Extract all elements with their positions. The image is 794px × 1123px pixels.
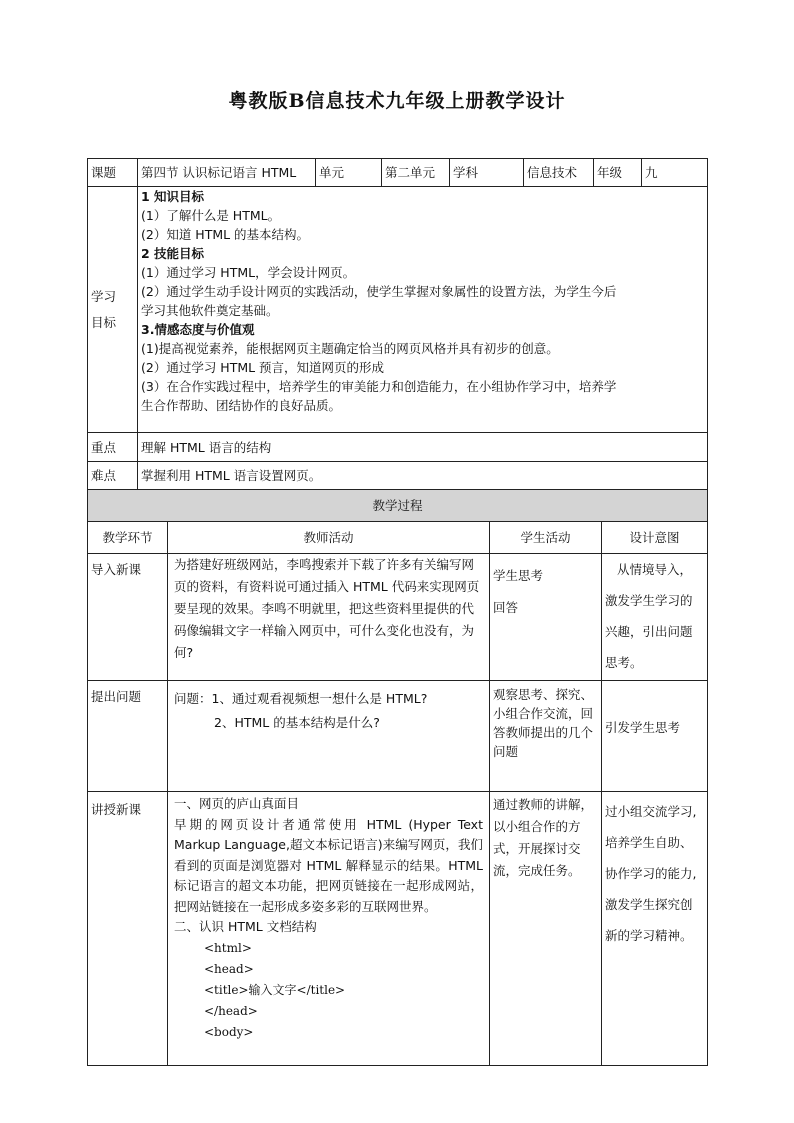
lesson-info-table	[87, 158, 708, 490]
question-line: 2、HTML 的基本结构是什么?	[214, 715, 380, 730]
lecture-stage: 讲授新课	[88, 792, 168, 1066]
code-line: <body>	[204, 1024, 254, 1039]
header-intent: 设计意图	[602, 522, 708, 554]
goal-line: (2）通过学生动手设计网页的实践活动，使学生掌握对象属性的设置方法，为学生今后	[141, 284, 617, 299]
lecture-student: 通过教师的讲解，以小组合作的方式，开展探讨交流，完成任务。	[490, 792, 602, 1066]
subject-value: 信息技术	[524, 159, 594, 187]
goal-line: 生合作帮助、团结协作的良好品质。	[141, 398, 342, 413]
goal-line: (2）通过学习 HTML 预言，知道网页的形成	[141, 360, 385, 375]
intro-intent: 从情境导入，激发学生学习的兴趣，引出问题思考。	[602, 554, 708, 681]
subject-label: 学科	[450, 159, 524, 187]
goal-line: 学习其他软件奠定基础。	[141, 303, 279, 318]
code-line: <html>	[204, 940, 252, 955]
key-label: 重点	[88, 433, 138, 462]
header-teacher: 教师活动	[168, 522, 490, 554]
difficulty-value: 掌握利用 HTML 语言设置网页。	[138, 462, 708, 490]
difficulty-label: 难点	[88, 462, 138, 490]
header-student: 学生活动	[490, 522, 602, 554]
grade-value: 九	[642, 159, 708, 187]
intro-student	[490, 554, 602, 681]
unit-label: 单元	[316, 159, 382, 187]
goal-heading: 2 技能目标	[141, 246, 205, 261]
intro-student-line: 回答	[493, 600, 519, 615]
grade-label: 年级	[594, 159, 642, 187]
lecture-heading: 一、网页的庐山真面目	[174, 796, 300, 811]
teaching-process-table	[87, 489, 708, 1066]
key-value: 理解 HTML 语言的结构	[138, 433, 708, 462]
goal-line: (3）在合作实践过程中，培养学生的审美能力和创造能力，在小组协作学习中，培养学	[141, 379, 617, 394]
topic-label: 课题	[88, 159, 138, 187]
table-row	[88, 554, 708, 681]
question-teacher	[168, 681, 490, 792]
lecture-teacher	[168, 792, 490, 1066]
topic-value: 第四节 认识标记语言 HTML	[138, 159, 316, 187]
page-title: 粤教版B信息技术九年级上册教学设计	[228, 90, 566, 112]
code-line: </head>	[204, 1003, 258, 1018]
goals-content	[138, 187, 708, 433]
table-row	[88, 681, 708, 792]
table-row	[88, 792, 708, 1066]
goal-line: (1）通过学习 HTML，学会设计网页。	[141, 265, 356, 280]
question-student: 观察思考、探究、小组合作交流，回答教师提出的几个问题	[490, 681, 602, 792]
goal-line: (1)提高视觉素养，能根据网页主题确定恰当的网页风格并具有初步的创意。	[141, 341, 559, 356]
goals-label	[88, 187, 138, 433]
goals-label-line: 目标	[91, 314, 117, 330]
goals-label-line: 学习	[91, 288, 117, 304]
code-line: <head>	[204, 961, 254, 976]
code-line: <title>输入文字</title>	[204, 982, 346, 997]
goal-heading: 3.情感态度与价值观	[141, 322, 255, 337]
intro-student-line: 学生思考	[493, 568, 544, 583]
question-line: 问题：1、通过观看视频想一想什么是 HTML?	[174, 691, 428, 706]
intro-stage: 导入新课	[88, 554, 168, 681]
question-intent: 引发学生思考	[602, 681, 708, 792]
goal-heading: 1 知识目标	[141, 189, 205, 204]
lecture-paragraph: 早期的网页设计者通常使用 HTML (Hyper Text Markup Language,超文本标记语言)来编写网页，我们看到的页面是浏览器对 HTML 解释显示的结果。HTML 标记语言的超文本功能，把网页链接在一起形成网站，把网站链接在一起形成多姿多彩的互联网世界。	[174, 816, 483, 914]
unit-value: 第二单元	[382, 159, 450, 187]
header-stage: 教学环节	[88, 522, 168, 554]
intro-teacher: 为搭建好班级网站，李鸣搜索并下载了许多有关编写网页的资料，有资料说可通过插入 HTML 代码来实现网页要呈现的效果。李鸣不明就里，把这些资料里提供的代码像编辑文字一样输入网页中，可什么变化也没有，为何?	[168, 554, 490, 681]
lecture-intent: 过小组交流学习,培养学生自助、协作学习的能力,激发学生探究创新的学习精神。	[602, 792, 708, 1066]
goal-line: (1）了解什么是 HTML。	[141, 208, 281, 223]
goal-line: (2）知道 HTML 的基本结构。	[141, 227, 310, 242]
process-title: 教学过程	[88, 490, 708, 522]
lecture-heading: 二、认识 HTML 文档结构	[174, 919, 317, 934]
question-stage: 提出问题	[88, 681, 168, 792]
